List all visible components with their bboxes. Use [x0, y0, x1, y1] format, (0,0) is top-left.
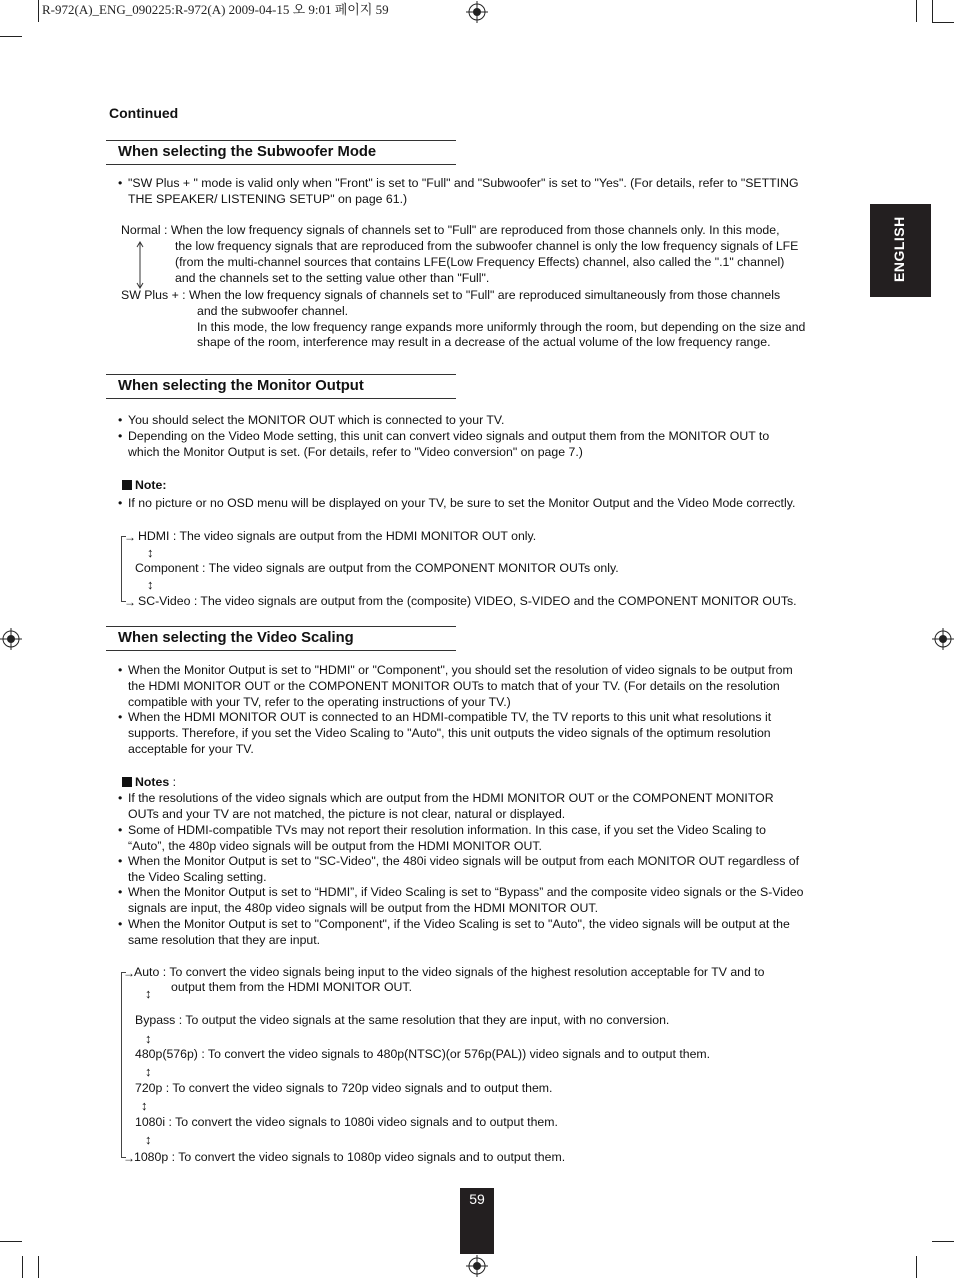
square-icon	[122, 480, 132, 490]
scaling-note	[118, 885, 858, 917]
monitor-bullet	[118, 413, 858, 429]
crop-mark	[916, 0, 917, 22]
swplus-mode-text: SW Plus + : When the low frequency signals of channels set to "Full" are reproduced simultaneously from those channels	[121, 288, 781, 302]
square-icon	[122, 777, 132, 787]
scaling-note	[118, 823, 858, 855]
monitor-bullet	[118, 429, 858, 461]
arrow-right-icon: →	[124, 530, 136, 544]
text-line: which the Monitor Output is set. (For details, refer to "Video conversion" on page 7.)	[128, 444, 583, 459]
bullet-glyph: •	[118, 663, 123, 677]
monitor-option-component: Component : The video signals are output from the COMPONENT MONITOR OUTs only.	[135, 561, 619, 575]
scaling-note	[118, 854, 858, 886]
bullet-glyph: •	[118, 176, 123, 190]
text-line: signals are input, the 480p video signals will be output from the HDMI MONITOR OUT.	[128, 900, 598, 915]
notes-colon: :	[169, 775, 177, 789]
monitor-section-title: When selecting the Monitor Output	[106, 374, 456, 399]
swplus-mode-text: shape of the room, interference may result in a decrease of the actual volume of the low frequency range.	[197, 335, 771, 349]
bullet-glyph: •	[118, 413, 123, 427]
monitor-option-scvideo: SC-Video : The video signals are output from the (composite) VIDEO, S-VIDEO and the COMPONENT MONITOR OUTs.	[138, 594, 797, 608]
arrow-right-icon: →	[123, 966, 135, 980]
text-line: If no picture or no OSD menu will be displayed on your TV, be sure to set the Monitor Output and the Video Mode correctly.	[128, 496, 796, 510]
text-line: You should select the MONITOR OUT which is connected to your TV.	[128, 413, 505, 427]
text-line: If the resolutions of the video signals which are output from the HDMI MONITOR OUT or the COMPONENT MONITOR	[128, 791, 774, 805]
crop-mark	[932, 0, 933, 22]
continued-label: Continued	[109, 105, 179, 121]
text-line: THE SPEAKER/ LISTENING SETUP" on page 61.)	[128, 191, 408, 206]
notes-label: Notes	[135, 775, 170, 789]
crop-mark	[38, 1256, 39, 1278]
up-down-arrow-icon: ↕	[145, 1031, 152, 1046]
scaling-note	[118, 791, 858, 823]
scaling-option-auto: Auto : To convert the video signals being input to the video signals of the highest resolution acceptable for TV and to	[134, 965, 765, 979]
note-heading	[122, 478, 166, 494]
page-number	[460, 1188, 494, 1254]
up-down-arrow-icon: ↕	[141, 1098, 148, 1113]
bullet-glyph: •	[118, 429, 123, 443]
text-line: “Auto”, the 480p video signals will be output from the HDMI MONITOR OUT.	[128, 838, 542, 853]
up-down-arrow-icon: ↕	[145, 986, 152, 1001]
subwoofer-section-title: When selecting the Subwoofer Mode	[106, 140, 456, 165]
up-down-arrow-icon: ↕	[145, 1132, 152, 1147]
crop-mark	[22, 1256, 23, 1278]
bullet-glyph: •	[118, 823, 123, 837]
text-line: Depending on the Video Mode setting, this unit can convert video signals and output them from the MONITOR OUT to	[128, 429, 770, 443]
toggle-arrow-icon	[134, 240, 146, 290]
scaling-option-480p: 480p(576p) : To convert the video signals to 480p(NTSC)(or 576p(PAL)) video signals and to output them.	[135, 1047, 711, 1061]
text-line: When the HDMI MONITOR OUT is connected to an HDMI-compatible TV, the TV reports to this unit what resolutions it	[128, 710, 772, 724]
text-line: acceptable for your TV.	[128, 741, 254, 756]
registration-mark-icon	[466, 1, 488, 23]
bullet-glyph: •	[118, 854, 123, 868]
crop-mark	[38, 0, 39, 22]
notes-heading	[122, 775, 176, 791]
normal-mode-text: and the channels set to the setting value other than "Full".	[175, 271, 490, 285]
crop-mark	[0, 1241, 22, 1242]
print-header: R-972(A)_ENG_090225:R-972(A) 2009-04-15 오 9:01 페이지 59	[42, 2, 389, 17]
scaling-bullet	[118, 710, 858, 757]
text-line: Some of HDMI-compatible TVs may not report their resolution information. In this case, if you set the Video Scaling to	[128, 823, 766, 837]
bullet-glyph: •	[118, 917, 123, 931]
bullet-glyph: •	[118, 885, 123, 899]
scaling-note	[118, 917, 858, 949]
normal-mode-text: Normal : When the low frequency signals of channels set to "Full" are reproduced from those channels only. In this mode,	[121, 223, 780, 237]
scaling-option-720p: 720p : To convert the video signals to 720p video signals and to output them.	[135, 1081, 553, 1095]
registration-mark-icon	[466, 1255, 488, 1277]
scaling-option-1080p: 1080p : To convert the video signals to 1080p video signals and to output them.	[134, 1150, 566, 1164]
text-line: When the Monitor Output is set to "HDMI" or "Component", you should set the resolution of video signals to be output from	[128, 663, 793, 677]
cycle-bracket	[121, 972, 122, 1158]
language-tab	[870, 204, 931, 297]
registration-mark-icon	[0, 628, 22, 650]
arrow-right-icon: →	[123, 1151, 135, 1165]
text-line: the HDMI MONITOR OUT or the COMPONENT MONITOR OUTs to match that of your TV. (For details on the resolution	[128, 678, 780, 693]
text-line: When the Monitor Output is set to "Component", if the Video Scaling is set to "Auto", the video signals will be output at the	[128, 917, 790, 931]
scaling-option-1080i: 1080i : To convert the video signals to 1080i video signals and to output them.	[135, 1115, 558, 1129]
text-line: same resolution that they are input.	[128, 932, 321, 947]
text-line: supports. Therefore, if you set the Video Scaling to "Auto", this unit outputs the video signals of the optimum resolution	[128, 725, 771, 740]
crop-mark	[0, 36, 22, 37]
text-line: When the Monitor Output is set to "SC-Video", the 480i video signals will be output from each MONITOR OUT regardless of	[128, 854, 800, 868]
text-line: OUTs and your TV are not matched, the picture is not clear, natural or displayed.	[128, 806, 566, 821]
arrow-right-icon: →	[124, 595, 136, 609]
bullet-glyph: •	[118, 791, 123, 805]
up-down-arrow-icon: ↕	[147, 577, 154, 592]
registration-mark-icon	[932, 628, 954, 650]
up-down-arrow-icon: ↕	[147, 545, 154, 560]
bullet-glyph: •	[118, 496, 123, 510]
crop-mark	[932, 1241, 954, 1242]
up-down-arrow-icon: ↕	[145, 1064, 152, 1079]
subwoofer-bullet	[118, 176, 858, 208]
swplus-mode-text: In this mode, the low frequency range expands more uniformly through the room, but depending on the size and	[197, 320, 806, 334]
monitor-option-hdmi: HDMI : The video signals are output from the HDMI MONITOR OUT only.	[138, 529, 537, 543]
swplus-mode-text: and the subwoofer channel.	[197, 304, 349, 318]
language-tab-label: ENGLISH	[891, 216, 907, 282]
normal-mode-text: (from the multi-channel sources that contains LFE(Low Frequency Effects) channel, also called the ".1" channel)	[175, 255, 785, 269]
scaling-bullet	[118, 663, 858, 710]
text-line: When the Monitor Output is set to “HDMI”, if Video Scaling is set to “Bypass” and the composite video signals or the S-Video	[128, 885, 804, 899]
text-line: "SW Plus + " mode is valid only when "Front" is set to "Full" and "Subwoofer" is set to "Yes". (For details, refer to "SETTING	[128, 176, 799, 190]
crop-mark	[916, 1256, 917, 1278]
note-label: Note:	[135, 478, 167, 492]
bullet-glyph: •	[118, 710, 123, 724]
scaling-option-auto: output them from the HDMI MONITOR OUT.	[171, 980, 412, 994]
page-number-label: 59	[469, 1191, 485, 1207]
text-line: compatible with your TV, refer to the operating instructions of your TV.)	[128, 694, 511, 709]
crop-mark	[932, 22, 954, 23]
text-line: the Video Scaling setting.	[128, 869, 267, 884]
monitor-note	[118, 496, 858, 512]
scaling-section-title: When selecting the Video Scaling	[106, 626, 456, 651]
normal-mode-text: the low frequency signals that are reproduced from the subwoofer channel is only the low frequency signals of LFE	[175, 239, 799, 253]
cycle-bracket	[121, 536, 122, 602]
scaling-option-bypass: Bypass : To output the video signals at the same resolution that they are input, with no conversion.	[135, 1013, 670, 1027]
